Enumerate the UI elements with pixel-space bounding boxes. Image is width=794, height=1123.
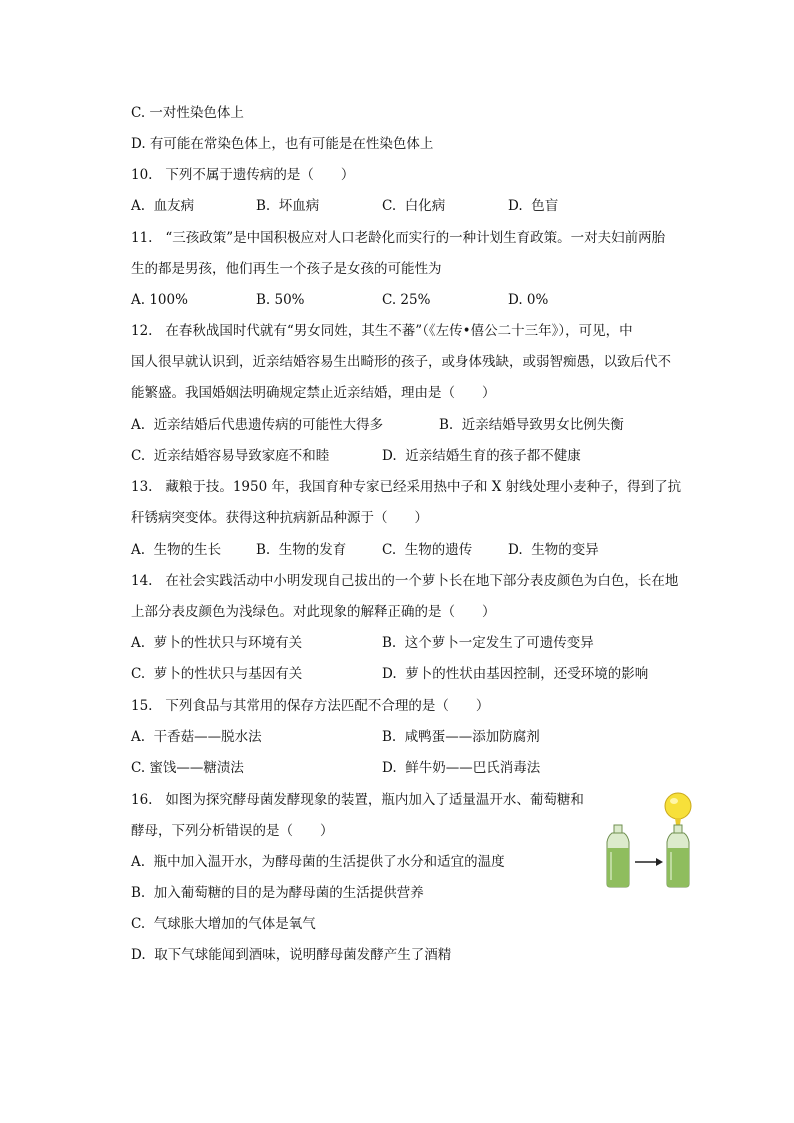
q10-option-c: C. 白化病 xyxy=(382,198,446,214)
q16-option-d: D. 取下气球能闻到酒味，说明酵母菌发酵产生了酒精 xyxy=(131,947,452,963)
q12-stem-line-2: 国人很早就认识到，近亲结婚容易生出畸形的孩子，或身体残缺，或弱智痴愚，以致后代不 xyxy=(131,354,671,370)
q12-option-c: C. 近亲结婚容易导致家庭不和睦 xyxy=(131,448,330,464)
q12-option-d: D. 近亲结婚生育的孩子都不健康 xyxy=(382,448,581,464)
q12-option-b: B. 近亲结婚导致男女比例失衡 xyxy=(439,417,624,433)
q9-option-c: C. 一对性染色体上 xyxy=(131,105,244,121)
q10-option-a: A. 血友病 xyxy=(131,198,195,214)
q10-option-d: D. 色盲 xyxy=(508,198,559,214)
q14-option-c: C. 萝卜的性状只与基因有关 xyxy=(131,666,303,682)
q13-option-d: D. 生物的变异 xyxy=(508,542,599,558)
q15-option-d: D. 鲜牛奶——巴氏消毒法 xyxy=(382,760,541,776)
q16-option-a: A. 瓶中加入温开水，为酵母菌的生活提供了水分和适宜的温度 xyxy=(131,854,505,870)
q11-stem-line-1: 11. “三孩政策”是中国积极应对人口老龄化而实行的一种计划生育政策。一对夫妇前两胎 xyxy=(131,230,666,246)
q16-stem-line-1: 16. 如图为探究酵母菌发酵现象的装置，瓶内加入了适量温开水、葡萄糖和 xyxy=(131,792,584,808)
q10-stem: 10. 下列不属于遗传病的是（ ） xyxy=(131,167,355,183)
q13-option-b: B. 生物的发育 xyxy=(256,542,347,558)
q15-stem: 15. 下列食品与其常用的保存方法匹配不合理的是（ ） xyxy=(131,698,490,714)
q14-stem-line-1: 14. 在社会实践活动中小明发现自己拔出的一个萝卜长在地下部分表皮颜色为白色，长在地 xyxy=(131,573,679,589)
q14-option-a: A. 萝卜的性状只与环境有关 xyxy=(131,635,303,651)
q12-stem-line-1: 12. 在春秋战国时代就有“男女同姓，其生不蕃”（《左传•僖公二十三年》），可见，中 xyxy=(131,323,633,339)
q16-option-b: B. 加入葡萄糖的目的是为酵母菌的生活提供营养 xyxy=(131,885,424,901)
q14-option-d: D. 萝卜的性状由基因控制，还受环境的影响 xyxy=(382,666,649,682)
fermentation-apparatus-figure xyxy=(604,792,696,888)
bottle-with-balloon xyxy=(665,793,691,887)
q16-stem-line-2: 酵母，下列分析错误的是（ ） xyxy=(131,823,334,839)
q10-option-b: B. 坏血病 xyxy=(256,198,320,214)
q9-option-d: D. 有可能在常染色体上，也有可能是在性染色体上 xyxy=(131,136,434,152)
q14-option-b: B. 这个萝卜一定发生了可遗传变异 xyxy=(382,635,594,651)
q16-option-c: C. 气球胀大增加的气体是氧气 xyxy=(131,916,316,932)
q13-option-a: A. 生物的生长 xyxy=(131,542,222,558)
q11-stem-line-2: 生的都是男孩，他们再生一个孩子是女孩的可能性为 xyxy=(131,261,442,277)
q11-option-b: B. 50% xyxy=(256,292,305,308)
arrow-icon xyxy=(635,858,663,866)
q11-option-d: D. 0% xyxy=(508,292,549,308)
q14-stem-line-2: 上部分表皮颜色为浅绿色。对此现象的解释正确的是（ ） xyxy=(131,604,496,620)
bottle-without-balloon xyxy=(607,825,629,887)
q11-option-a: A. 100% xyxy=(131,292,188,308)
q15-option-a: A. 干香菇——脱水法 xyxy=(131,729,262,745)
q13-stem-line-1: 13. 藏粮于技。1950 年，我国育种专家已经采用热中子和 X 射线处理小麦种子，得到了抗 xyxy=(131,479,682,495)
q12-stem-line-3: 能繁盛。我国婚姻法明确规定禁止近亲结婚，理由是（ ） xyxy=(131,385,496,401)
q12-option-a: A. 近亲结婚后代患遗传病的可能性大得多 xyxy=(131,417,384,433)
q15-option-c: C. 蜜饯——糖渍法 xyxy=(131,760,244,776)
q13-stem-line-2: 秆锈病突变体。获得这种抗病新品种源于（ ） xyxy=(131,510,428,526)
q13-option-c: C. 生物的遗传 xyxy=(382,542,473,558)
q15-option-b: B. 咸鸭蛋——添加防腐剂 xyxy=(382,729,540,745)
q11-option-c: C. 25% xyxy=(382,292,431,308)
